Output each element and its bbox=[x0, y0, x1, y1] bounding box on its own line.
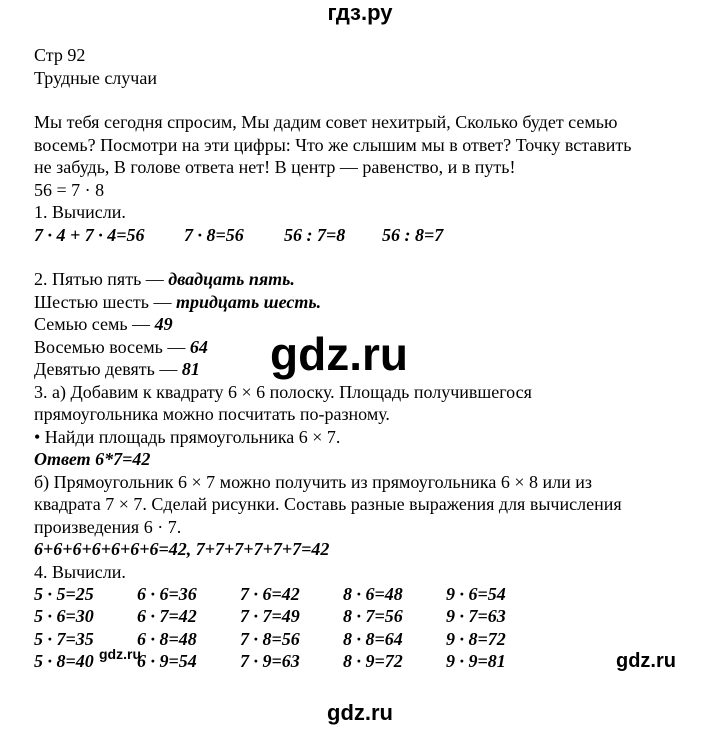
task2-answer: 49 bbox=[154, 314, 173, 334]
task3-b-line: произведения 6 · 7. bbox=[34, 516, 182, 537]
table-row bbox=[34, 605, 704, 627]
task3-a-line: 3. а) Добавим к квадрату 6 × 6 полоску. Площадь получившегося bbox=[34, 381, 532, 402]
task2-prefix: 2. Пятью пять — bbox=[34, 269, 169, 289]
table-cell: 9 · 6=54 bbox=[446, 584, 506, 604]
task2-line bbox=[34, 268, 704, 291]
task2-prefix: Девятью девять — bbox=[34, 359, 182, 379]
watermark-small: gdz.ru bbox=[99, 646, 141, 662]
equation: 56 = 7 · 8 bbox=[34, 179, 105, 200]
table-row bbox=[34, 583, 704, 605]
table-cell: 9 · 8=72 bbox=[446, 628, 506, 649]
task3-b-line: б) Прямоугольник 6 × 7 можно получить из прямоугольника 6 × 8 или из bbox=[34, 471, 592, 492]
task3-answer-a: Ответ 6*7=42 bbox=[34, 449, 151, 469]
table-cell: 7 · 8=56 bbox=[240, 628, 300, 649]
watermark-top: гдз.ру bbox=[327, 0, 393, 25]
task2-answer: 64 bbox=[189, 336, 208, 357]
task2-prefix: Восемью восемь — bbox=[34, 336, 190, 357]
table-cell: 6 · 6=36 bbox=[137, 584, 197, 604]
task3-b-line: квадрата 7 × 7. Сделай рисунки. Составь разные выражения для вычисления bbox=[34, 494, 622, 514]
task1-answers bbox=[34, 224, 704, 247]
task1-answer: 7 · 8=56 bbox=[184, 224, 244, 245]
section-title: Трудные случаи bbox=[34, 67, 157, 88]
table-cell: 8 · 6=48 bbox=[343, 584, 403, 604]
spacer bbox=[34, 246, 704, 268]
table-cell: 6 · 9=54 bbox=[137, 650, 197, 671]
watermark-bottom: gdz.ru bbox=[327, 700, 393, 725]
task1-answer: 56 : 8=7 bbox=[382, 224, 444, 245]
table-cell: 8 · 8=64 bbox=[343, 628, 403, 649]
table-cell: 6 · 8=48 bbox=[137, 628, 197, 649]
poem-line: восемь? Посмотри на эти цифры: Что же слышим мы в ответ? Точку вставить bbox=[34, 134, 632, 155]
task2-answer: двадцать пять. bbox=[168, 269, 295, 289]
table-cell: 6 · 7=42 bbox=[137, 606, 197, 627]
table-cell: 9 · 9=81 bbox=[446, 650, 506, 671]
task2-prefix: Семью семь — bbox=[34, 314, 155, 334]
table-cell: 7 · 7=49 bbox=[240, 606, 300, 627]
table-cell: 8 · 9=72 bbox=[343, 650, 403, 671]
spacer bbox=[34, 89, 704, 111]
table-cell: 7 · 9=63 bbox=[240, 650, 300, 671]
page-number: Стр 92 bbox=[34, 45, 86, 65]
task4-label: 4. Вычисли. bbox=[34, 561, 126, 582]
task3-answer-b: 6+6+6+6+6+6+6=42, 7+7+7+7+7+7=42 bbox=[34, 539, 330, 559]
table-cell: 9 · 7=63 bbox=[446, 606, 506, 627]
task2-prefix: Шестью шесть — bbox=[34, 291, 176, 312]
table-cell: 5 · 7=35 bbox=[34, 628, 94, 649]
watermark-right: gdz.ru bbox=[616, 650, 676, 672]
task2-answer: тридцать шесть. bbox=[175, 291, 322, 312]
task2-answer: 81 bbox=[181, 359, 200, 379]
table-cell: 5 · 8=40 bbox=[34, 650, 94, 671]
task3-a-line: прямоугольника можно посчитать по-разному. bbox=[34, 404, 390, 424]
poem-line: Мы тебя сегодня спросим, Мы дадим совет нехитрый, Сколько будет семью bbox=[34, 112, 618, 132]
table-cell: 7 · 6=42 bbox=[240, 584, 300, 604]
table-cell: 5 · 5=25 bbox=[34, 584, 94, 604]
task1-label: 1. Вычисли. bbox=[34, 202, 126, 222]
task2-line bbox=[34, 291, 704, 314]
task1-answer: 7 · 4 + 7 · 4=56 bbox=[34, 224, 145, 245]
table-cell: 5 · 6=30 bbox=[34, 606, 94, 627]
poem-line: не забудь, В голове ответа нет! В центр — равенство, и в путь! bbox=[34, 157, 516, 177]
task3-bullet: • Найди площадь прямоугольника 6 × 7. bbox=[34, 426, 341, 447]
task1-answer: 56 : 7=8 bbox=[284, 224, 346, 245]
watermark-center: gdz.ru bbox=[270, 328, 408, 380]
table-cell: 8 · 7=56 bbox=[343, 606, 403, 627]
